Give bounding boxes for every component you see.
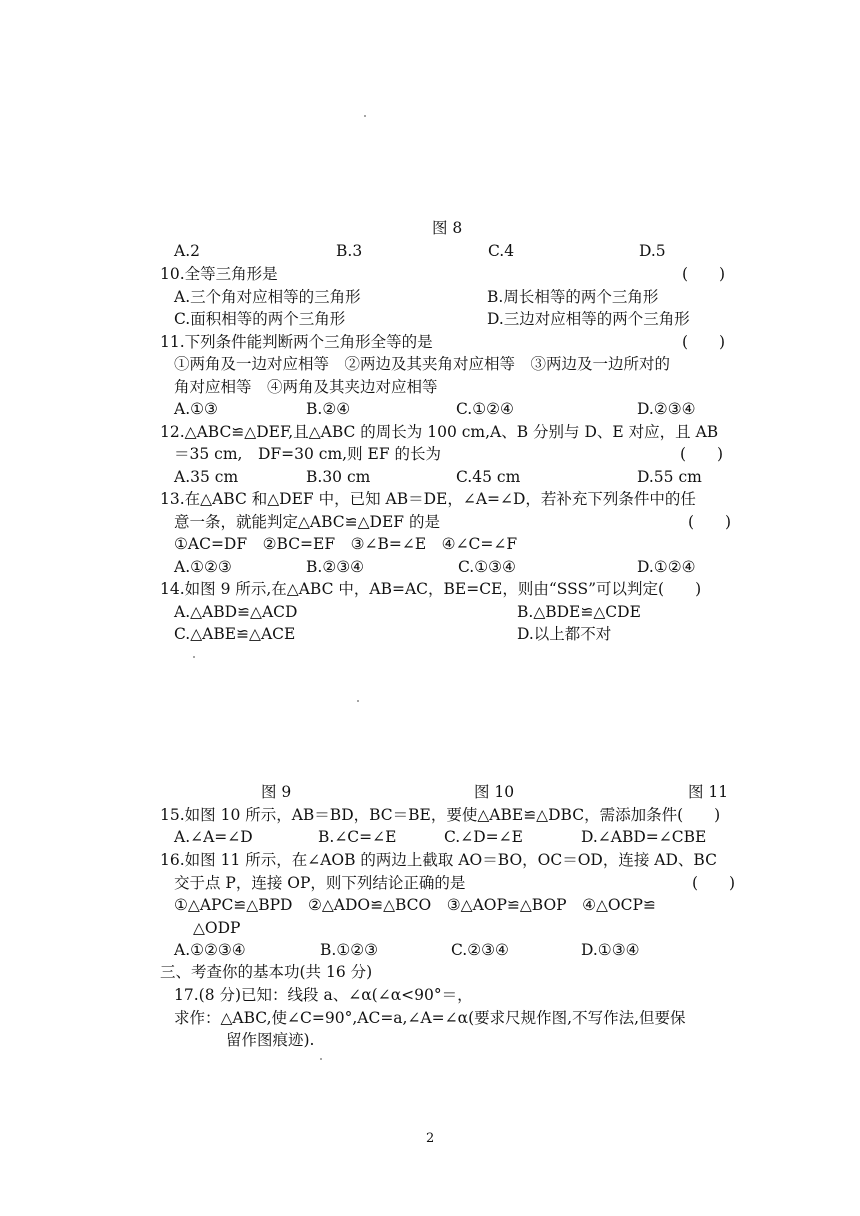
q14-stem: 14.如图 9 所示,在△ABC 中，AB=AC，BE=CE，则由“SSS”可以判定( ): [160, 580, 702, 598]
q15-option-c: C.∠D=∠E: [444, 828, 523, 846]
q14-option-c: C.△ABE≌△ACE: [174, 625, 296, 643]
q10-option-c: C.面积相等的两个三角形: [174, 310, 346, 328]
q15-option-d: D.∠ABD=∠CBE: [581, 828, 707, 846]
q16-conclusions-line2: △ODP: [193, 919, 241, 937]
q16-option-b: B.①②③: [320, 941, 379, 959]
q11-option-c: C.①②④: [456, 400, 514, 418]
q13-stem-line1: 13.在△ABC 和△DEF 中，已知 AB＝DE，∠A=∠D，若补充下列条件中的任: [160, 490, 696, 508]
q17-construct-line2: 留作图痕迹).: [226, 1031, 315, 1049]
q10-stem: 10.全等三角形是: [160, 265, 278, 283]
q13-option-c: C.①③④: [458, 558, 516, 576]
q14-option-d: D.以上都不对: [517, 625, 612, 643]
q15-option-a: A.∠A=∠D: [174, 828, 253, 846]
q13-conditions: ①AC=DF ②BC=EF ③∠B=∠E ④∠C=∠F: [174, 535, 518, 553]
q16-option-d: D.①③④: [581, 941, 640, 959]
q10-option-d: D.三边对应相等的两个三角形: [487, 310, 690, 328]
q11-option-a: A.①③: [174, 400, 218, 418]
q14-option-b: B.△BDE≌△CDE: [517, 603, 641, 621]
figure-8-caption: 图 8: [432, 219, 463, 237]
q16-option-c: C.②③④: [451, 941, 509, 959]
q14-option-a: A.△ABD≌△ACD: [174, 603, 298, 621]
q12-answer-paren: ( ): [680, 445, 724, 463]
figure-9-caption: 图 9: [261, 783, 292, 801]
q11-option-d: D.②③④: [637, 400, 696, 418]
q16-stem-line2: 交于点 P，连接 OP，则下列结论正确的是: [174, 874, 466, 892]
q12-option-a: A.35 cm: [174, 468, 239, 486]
q9-option-c: C.4: [488, 242, 515, 260]
q16-stem-line1: 16.如图 11 所示，在∠AOB 的两边上截取 AO＝BO，OC＝OD，连接 AD、BC: [160, 851, 717, 869]
q11-answer-paren: ( ): [682, 333, 726, 351]
q13-option-a: A.①②③: [174, 558, 232, 576]
section-3-heading: 三、考查你的基本功(共 16 分): [160, 963, 373, 981]
q13-option-d: D.①②④: [637, 558, 696, 576]
q10-answer-paren: ( ): [682, 265, 726, 283]
q10-option-a: A.三个角对应相等的三角形: [174, 288, 361, 306]
page-number: 2: [426, 1131, 435, 1146]
q10-option-b: B.周长相等的两个三角形: [487, 288, 659, 306]
q16-conclusions-line1: ①△APC≌△BPD ②△ADO≌△BCO ③△AOP≌△BOP ④△OCP≌: [174, 896, 656, 914]
q12-option-c: C.45 cm: [456, 468, 521, 486]
q17-given: 17.(8 分)已知：线段 a、∠α(∠α<90°＝，: [174, 986, 473, 1004]
figure-10-caption: 图 10: [474, 783, 515, 801]
q12-option-d: D.55 cm: [637, 468, 702, 486]
scan-dot: [364, 115, 366, 117]
q12-option-b: B.30 cm: [306, 468, 371, 486]
scan-dot: [320, 1058, 322, 1060]
scan-dot: [357, 700, 359, 702]
q15-option-b: B.∠C=∠E: [318, 828, 397, 846]
q17-construct-line1: 求作：△ABC,使∠C=90°,AC=a,∠A=∠α(要求尺规作图,不写作法,但要保: [174, 1009, 686, 1027]
figure-11-caption: 图 11: [688, 783, 729, 801]
q11-option-b: B.②④: [306, 400, 351, 418]
q13-option-b: B.②③④: [306, 558, 365, 576]
q15-stem: 15.如图 10 所示，AB＝BD，BC＝BE，要使△ABE≌△DBC，需添加条件( ): [160, 806, 721, 824]
scan-dot: [193, 656, 195, 658]
q16-option-a: A.①②③④: [174, 941, 246, 959]
q11-stem: 11.下列条件能判断两个三角形全等的是: [160, 333, 433, 351]
q16-answer-paren: ( ): [692, 874, 736, 892]
q9-option-d: D.5: [639, 242, 666, 260]
q13-stem-line2: 意一条，就能判定△ABC≌△DEF 的是: [174, 513, 440, 531]
q13-answer-paren: ( ): [688, 513, 732, 531]
q11-conditions-line2: 角对应相等 ④两角及其夹边对应相等: [174, 378, 438, 396]
q12-stem-line2: ＝35 cm, DF=30 cm,则 EF 的长为: [174, 445, 442, 463]
q12-stem-line1: 12.△ABC≌△DEF,且△ABC 的周长为 100 cm,A、B 分别与 D、E 对应，且 AB: [160, 423, 719, 441]
q9-option-b: B.3: [336, 242, 363, 260]
q11-conditions-line1: ①两角及一边对应相等 ②两边及其夹角对应相等 ③两边及一边所对的: [174, 355, 671, 373]
q9-option-a: A.2: [174, 242, 200, 260]
